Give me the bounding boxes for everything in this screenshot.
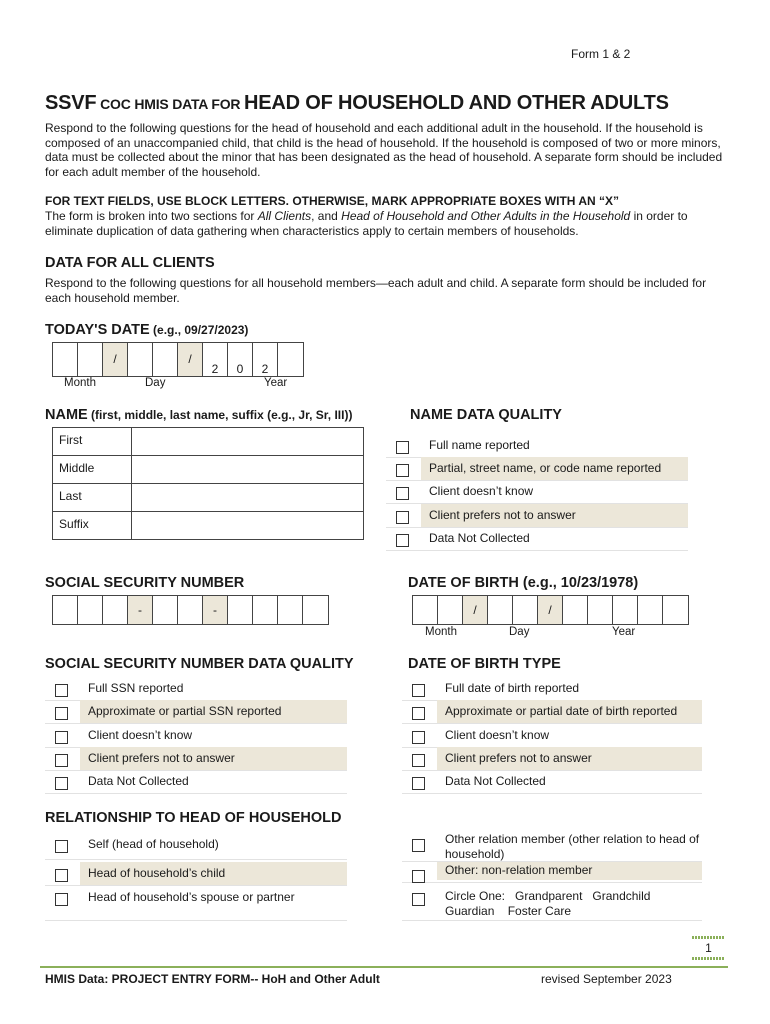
suffix-field[interactable] bbox=[132, 512, 364, 540]
option-label: Data Not Collected bbox=[445, 774, 546, 788]
name-row-label: Last bbox=[53, 484, 132, 512]
title-part-2: COC HMIS DATA FOR bbox=[96, 96, 245, 112]
option-row[interactable] bbox=[45, 724, 347, 748]
option-row[interactable] bbox=[45, 700, 347, 724]
footer-divider bbox=[40, 966, 728, 968]
today-day-label: Day bbox=[145, 377, 166, 389]
option-label: Full date of birth reported bbox=[445, 681, 580, 695]
dob-cell[interactable] bbox=[613, 596, 638, 624]
option-label: Client prefers not to answer bbox=[437, 747, 702, 770]
intro-text: Respond to the following questions for the head of household and each additional adult in the household. If the household is composed of an unaccompanied child, that child is the head of household. If the household is composed of two or more minors, data must be collected about the minor that has been designated as the head of household. A separate form should be included for each adult member of the household. bbox=[45, 121, 723, 179]
name-row-label: First bbox=[53, 428, 132, 456]
dob-day-label: Day bbox=[509, 626, 530, 638]
instr-d: Head of Household and Other Adults in the Household bbox=[341, 209, 631, 223]
instruction-text bbox=[45, 209, 730, 238]
checkbox[interactable] bbox=[55, 754, 68, 767]
option-row[interactable] bbox=[386, 480, 688, 504]
option-label: Client doesn’t know bbox=[429, 484, 534, 498]
checkbox[interactable] bbox=[396, 464, 409, 477]
footer-right: revised September 2023 bbox=[541, 972, 672, 986]
page-number-rule-bottom bbox=[692, 957, 725, 960]
date-cell[interactable]: 2 bbox=[253, 343, 278, 376]
date-cell[interactable] bbox=[78, 343, 103, 376]
first-name-field[interactable] bbox=[132, 428, 364, 456]
option-row[interactable] bbox=[402, 747, 702, 771]
option-label: Head of household’s child bbox=[80, 862, 347, 885]
option-label: Circle One: Grandparent Grandchild Guardian Foster Care bbox=[445, 889, 651, 918]
dob-type-heading: DATE OF BIRTH TYPE bbox=[408, 656, 561, 672]
date-cell[interactable] bbox=[53, 343, 78, 376]
option-label: Approximate or partial date of birth reported bbox=[437, 700, 702, 723]
checkbox[interactable] bbox=[412, 893, 425, 906]
today-date-grid[interactable] bbox=[52, 342, 304, 377]
ssn-grid[interactable] bbox=[52, 595, 329, 625]
checkbox[interactable] bbox=[412, 754, 425, 767]
checkbox[interactable] bbox=[55, 684, 68, 697]
dob-cell[interactable] bbox=[588, 596, 613, 624]
option-label: Other relation member (other relation to head of household) bbox=[445, 832, 700, 861]
dob-separator: / bbox=[538, 596, 563, 624]
title-part-3: HEAD OF HOUSEHOLD AND OTHER ADULTS bbox=[244, 92, 669, 114]
checkbox[interactable] bbox=[396, 487, 409, 500]
option-label: Approximate or partial SSN reported bbox=[80, 700, 347, 723]
name-row-label: Middle bbox=[53, 456, 132, 484]
dob-separator: / bbox=[463, 596, 488, 624]
ssn-separator: - bbox=[203, 596, 228, 624]
checkbox[interactable] bbox=[55, 731, 68, 744]
dob-cell[interactable] bbox=[638, 596, 663, 624]
option-label: Head of household’s spouse or partner bbox=[88, 890, 295, 904]
option-row[interactable] bbox=[402, 700, 702, 724]
page-number-rule-top bbox=[692, 936, 725, 939]
option-label: Full SSN reported bbox=[88, 681, 184, 695]
checkbox[interactable] bbox=[412, 839, 425, 852]
date-cell[interactable] bbox=[128, 343, 153, 376]
option-row[interactable] bbox=[45, 677, 347, 701]
checkbox[interactable] bbox=[55, 777, 68, 790]
name-label: NAME bbox=[45, 407, 88, 423]
title-part-1: SSVF bbox=[45, 92, 97, 114]
ssn-separator: - bbox=[128, 596, 153, 624]
option-row[interactable] bbox=[402, 677, 702, 701]
middle-name-field[interactable] bbox=[132, 456, 364, 484]
dob-label: DATE OF BIRTH bbox=[408, 575, 519, 591]
name-quality-heading: NAME DATA QUALITY bbox=[410, 407, 562, 423]
checkbox[interactable] bbox=[396, 441, 409, 454]
dob-hint: (e.g., 10/23/1978) bbox=[518, 575, 639, 591]
checkbox[interactable] bbox=[55, 869, 68, 882]
dob-cell[interactable] bbox=[438, 596, 463, 624]
option-row[interactable] bbox=[45, 862, 347, 886]
ssn-cell[interactable] bbox=[178, 596, 203, 624]
dob-cell[interactable] bbox=[413, 596, 438, 624]
option-label: Data Not Collected bbox=[429, 531, 530, 545]
option-row[interactable] bbox=[45, 747, 347, 771]
option-row[interactable] bbox=[402, 886, 702, 921]
ssn-cell[interactable] bbox=[53, 596, 78, 624]
checkbox[interactable] bbox=[396, 511, 409, 524]
dob-cell[interactable] bbox=[488, 596, 513, 624]
dob-cell[interactable] bbox=[663, 596, 688, 624]
name-hint: (first, middle, last name, suffix (e.g., Jr, Sr, III)) bbox=[87, 408, 353, 422]
option-row[interactable] bbox=[45, 886, 347, 921]
option-label: Self (head of household) bbox=[88, 837, 219, 851]
option-label: Client prefers not to answer bbox=[421, 504, 688, 527]
option-label: Data Not Collected bbox=[88, 774, 189, 788]
checkbox[interactable] bbox=[412, 731, 425, 744]
name-heading bbox=[45, 407, 352, 423]
option-label: Full name reported bbox=[429, 438, 530, 452]
ssn-cell[interactable] bbox=[78, 596, 103, 624]
dob-cell[interactable] bbox=[563, 596, 588, 624]
checkbox[interactable] bbox=[55, 840, 68, 853]
relationship-heading: RELATIONSHIP TO HEAD OF HOUSEHOLD bbox=[45, 810, 342, 826]
dob-cell[interactable] bbox=[513, 596, 538, 624]
today-month-label: Month bbox=[64, 377, 96, 389]
option-row[interactable] bbox=[402, 831, 702, 862]
option-label: Client doesn’t know bbox=[88, 728, 193, 742]
option-row[interactable] bbox=[45, 770, 347, 794]
checkbox[interactable] bbox=[55, 707, 68, 720]
last-name-field[interactable] bbox=[132, 484, 364, 512]
instr-e: in order to eliminate duplication of data gathering when characteristics apply to certain members of households. bbox=[45, 209, 688, 238]
today-date-heading bbox=[45, 322, 248, 338]
name-table bbox=[52, 427, 364, 540]
instruction-bold: FOR TEXT FIELDS, USE BLOCK LETTERS. OTHERWISE, MARK APPROPRIATE BOXES WITH AN “X” bbox=[45, 194, 620, 208]
option-row[interactable] bbox=[402, 724, 702, 748]
date-cell[interactable] bbox=[278, 343, 303, 376]
footer-left: HMIS Data: PROJECT ENTRY FORM-- HoH and Other Adult bbox=[45, 972, 380, 986]
option-row[interactable] bbox=[402, 862, 702, 883]
checkbox[interactable] bbox=[55, 893, 68, 906]
form-number: Form 1 & 2 bbox=[571, 47, 631, 61]
option-label: Client prefers not to answer bbox=[80, 747, 347, 770]
checkbox[interactable] bbox=[396, 534, 409, 547]
checkbox[interactable] bbox=[412, 777, 425, 790]
checkbox[interactable] bbox=[412, 707, 425, 720]
today-date-hint: (e.g., 09/27/2023) bbox=[149, 323, 249, 337]
checkbox[interactable] bbox=[412, 870, 425, 883]
option-row[interactable] bbox=[386, 457, 688, 481]
all-clients-text: Respond to the following questions for all household members—each adult and child. A separate form should be included for each household member. bbox=[45, 276, 707, 305]
ssn-cell[interactable] bbox=[103, 596, 128, 624]
dob-year-label: Year bbox=[612, 626, 636, 638]
page-title bbox=[45, 92, 669, 115]
today-year-label: Year bbox=[264, 377, 288, 389]
option-row[interactable] bbox=[402, 770, 702, 794]
date-cell[interactable]: 0 bbox=[228, 343, 253, 376]
date-cell[interactable] bbox=[153, 343, 178, 376]
page-number: 1 bbox=[705, 941, 712, 955]
instr-c: , and bbox=[311, 209, 342, 223]
ssn-cell[interactable] bbox=[303, 596, 328, 624]
option-row[interactable] bbox=[386, 434, 688, 458]
today-date-label: TODAY'S DATE bbox=[45, 322, 150, 338]
checkbox[interactable] bbox=[412, 684, 425, 697]
dob-heading bbox=[408, 575, 638, 591]
option-label: Partial, street name, or code name reported bbox=[421, 457, 688, 480]
all-clients-heading: DATA FOR ALL CLIENTS bbox=[45, 255, 215, 271]
name-row-label: Suffix bbox=[53, 512, 132, 540]
ssn-heading: SOCIAL SECURITY NUMBER bbox=[45, 575, 245, 591]
date-separator: / bbox=[178, 343, 203, 376]
option-row[interactable] bbox=[386, 504, 688, 528]
option-row[interactable] bbox=[386, 527, 688, 551]
instr-a: The form is broken into two sections for bbox=[45, 209, 258, 223]
ssn-quality-heading: SOCIAL SECURITY NUMBER DATA QUALITY bbox=[45, 656, 354, 672]
option-label: Client doesn’t know bbox=[445, 728, 550, 742]
dob-month-label: Month bbox=[425, 626, 457, 638]
date-cell[interactable]: 2 bbox=[203, 343, 228, 376]
date-separator: / bbox=[103, 343, 128, 376]
ssn-cell[interactable] bbox=[278, 596, 303, 624]
ssn-cell[interactable] bbox=[153, 596, 178, 624]
ssn-cell[interactable] bbox=[253, 596, 278, 624]
ssn-cell[interactable] bbox=[228, 596, 253, 624]
dob-grid[interactable] bbox=[412, 595, 689, 625]
option-label: Other: non-relation member bbox=[437, 862, 702, 880]
instr-b: All Clients bbox=[257, 209, 312, 223]
option-row[interactable] bbox=[45, 831, 347, 860]
